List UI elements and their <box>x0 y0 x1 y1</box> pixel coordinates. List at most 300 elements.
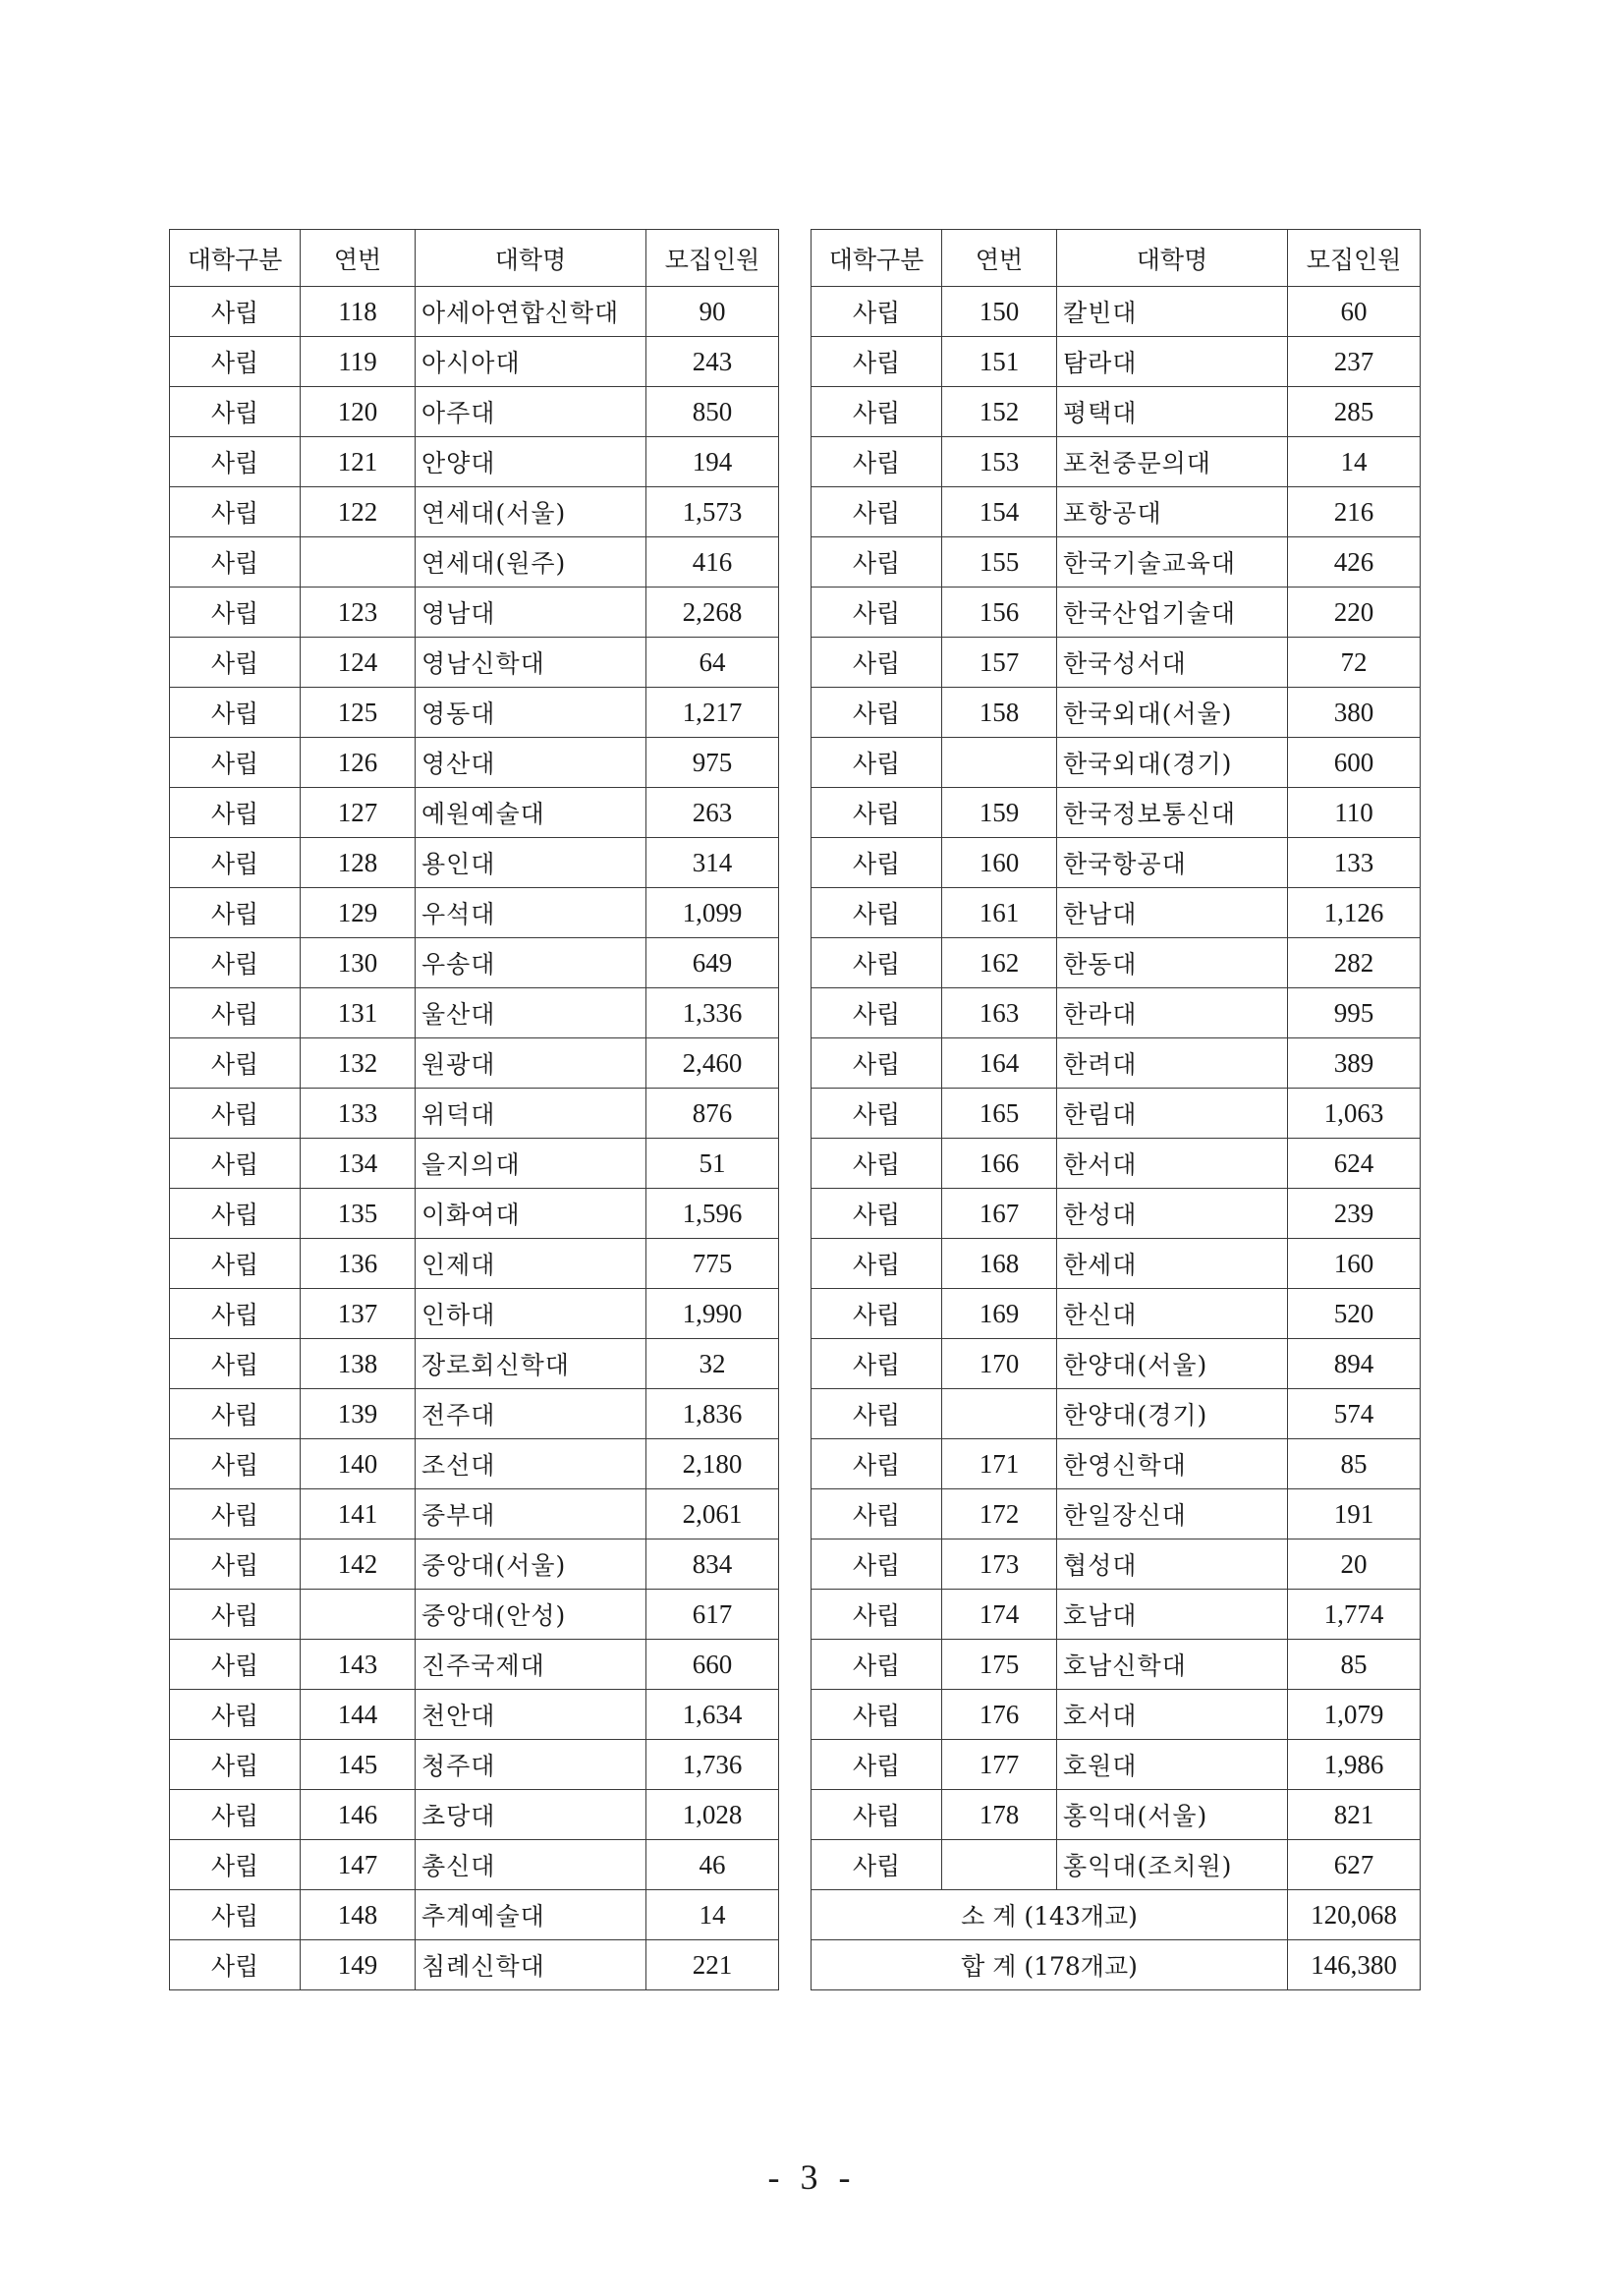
name-cell: 평택대 <box>1057 387 1288 437</box>
table-row <box>170 1590 779 1640</box>
type-cell: 사립 <box>812 487 942 537</box>
no-cell: 169 <box>942 1289 1057 1339</box>
table-row <box>170 1289 779 1339</box>
no-cell: 119 <box>301 337 416 387</box>
name-cell: 아시아대 <box>416 337 646 387</box>
type-cell: 사립 <box>170 1590 301 1640</box>
type-cell: 사립 <box>812 1840 942 1890</box>
name-cell: 한국정보통신대 <box>1057 788 1288 838</box>
table-row <box>812 1339 1421 1389</box>
table-row <box>170 838 779 888</box>
type-cell: 사립 <box>170 938 301 988</box>
no-cell: 127 <box>301 788 416 838</box>
type-cell: 사립 <box>170 1690 301 1740</box>
subtotal-label: 소 계 (143개교) <box>812 1890 1288 1940</box>
type-cell: 사립 <box>170 738 301 788</box>
no-cell: 135 <box>301 1189 416 1239</box>
type-cell: 사립 <box>812 387 942 437</box>
name-cell: 청주대 <box>416 1740 646 1790</box>
quota-cell: 20 <box>1288 1539 1421 1590</box>
table-row <box>812 838 1421 888</box>
quota-cell: 1,596 <box>646 1189 779 1239</box>
quota-cell: 834 <box>646 1539 779 1590</box>
type-cell: 사립 <box>812 1590 942 1640</box>
header-type: 대학구분 <box>170 230 301 287</box>
no-cell: 121 <box>301 437 416 487</box>
no-cell: 141 <box>301 1489 416 1539</box>
header-name: 대학명 <box>1057 230 1288 287</box>
quota-cell: 1,774 <box>1288 1590 1421 1640</box>
table-row <box>170 1890 779 1940</box>
no-cell: 144 <box>301 1690 416 1740</box>
type-cell: 사립 <box>812 1038 942 1089</box>
table-row <box>170 638 779 688</box>
no-cell: 151 <box>942 337 1057 387</box>
quota-cell: 649 <box>646 938 779 988</box>
type-cell: 사립 <box>812 888 942 938</box>
table-row <box>812 387 1421 437</box>
table-row <box>812 1239 1421 1289</box>
name-cell: 호남대 <box>1057 1590 1288 1640</box>
table-row <box>170 788 779 838</box>
no-cell <box>942 1389 1057 1439</box>
university-table-left <box>169 229 779 1990</box>
name-cell: 한동대 <box>1057 938 1288 988</box>
no-cell: 172 <box>942 1489 1057 1539</box>
name-cell: 아주대 <box>416 387 646 437</box>
no-cell: 152 <box>942 387 1057 437</box>
quota-cell: 389 <box>1288 1038 1421 1089</box>
quota-cell: 191 <box>1288 1489 1421 1539</box>
type-cell: 사립 <box>812 738 942 788</box>
quota-cell: 160 <box>1288 1239 1421 1289</box>
name-cell: 인제대 <box>416 1239 646 1289</box>
quota-cell: 426 <box>1288 537 1421 588</box>
quota-cell: 627 <box>1288 1840 1421 1890</box>
quota-cell: 285 <box>1288 387 1421 437</box>
quota-cell: 85 <box>1288 1640 1421 1690</box>
name-cell: 한국외대(서울) <box>1057 688 1288 738</box>
name-cell: 한세대 <box>1057 1239 1288 1289</box>
quota-cell: 110 <box>1288 788 1421 838</box>
subtotal-row <box>812 1890 1421 1940</box>
table-row <box>170 337 779 387</box>
table-row <box>812 688 1421 738</box>
name-cell: 울산대 <box>416 988 646 1038</box>
university-table-right <box>811 229 1421 1990</box>
quota-cell: 32 <box>646 1339 779 1389</box>
no-cell: 168 <box>942 1239 1057 1289</box>
quota-cell: 1,634 <box>646 1690 779 1740</box>
no-cell: 148 <box>301 1890 416 1940</box>
quota-cell: 876 <box>646 1089 779 1139</box>
no-cell: 162 <box>942 938 1057 988</box>
type-cell: 사립 <box>812 788 942 838</box>
header-no: 연번 <box>942 230 1057 287</box>
no-cell: 175 <box>942 1640 1057 1690</box>
quota-cell: 1,736 <box>646 1740 779 1790</box>
table-row <box>170 1139 779 1189</box>
quota-cell: 2,061 <box>646 1489 779 1539</box>
quota-cell: 90 <box>646 287 779 337</box>
table-row <box>170 988 779 1038</box>
quota-cell: 975 <box>646 738 779 788</box>
type-cell: 사립 <box>812 1239 942 1289</box>
no-cell: 130 <box>301 938 416 988</box>
type-cell: 사립 <box>170 1389 301 1439</box>
table-row <box>170 1690 779 1740</box>
name-cell: 우송대 <box>416 938 646 988</box>
type-cell: 사립 <box>812 337 942 387</box>
type-cell: 사립 <box>170 1439 301 1489</box>
quota-cell: 1,028 <box>646 1790 779 1840</box>
quota-cell: 2,180 <box>646 1439 779 1489</box>
quota-cell: 282 <box>1288 938 1421 988</box>
name-cell: 한라대 <box>1057 988 1288 1038</box>
no-cell: 161 <box>942 888 1057 938</box>
no-cell: 155 <box>942 537 1057 588</box>
table-row <box>812 638 1421 688</box>
no-cell: 154 <box>942 487 1057 537</box>
type-cell: 사립 <box>170 287 301 337</box>
quota-cell: 64 <box>646 638 779 688</box>
type-cell: 사립 <box>170 888 301 938</box>
no-cell: 123 <box>301 588 416 638</box>
name-cell: 한국산업기술대 <box>1057 588 1288 638</box>
type-cell: 사립 <box>170 337 301 387</box>
type-cell: 사립 <box>812 1189 942 1239</box>
quota-cell: 216 <box>1288 487 1421 537</box>
name-cell: 영남대 <box>416 588 646 638</box>
quota-cell: 133 <box>1288 838 1421 888</box>
type-cell: 사립 <box>170 487 301 537</box>
no-cell <box>942 738 1057 788</box>
no-cell: 176 <box>942 1690 1057 1740</box>
header-quota: 모집인원 <box>1288 230 1421 287</box>
table-row <box>812 788 1421 838</box>
quota-cell: 2,460 <box>646 1038 779 1089</box>
name-cell: 한국외대(경기) <box>1057 738 1288 788</box>
type-cell: 사립 <box>812 1690 942 1740</box>
type-cell: 사립 <box>812 437 942 487</box>
name-cell: 한성대 <box>1057 1189 1288 1239</box>
name-cell: 칼빈대 <box>1057 287 1288 337</box>
type-cell: 사립 <box>812 1139 942 1189</box>
table-row <box>812 437 1421 487</box>
quota-cell: 775 <box>646 1239 779 1289</box>
name-cell: 위덕대 <box>416 1089 646 1139</box>
table-row <box>170 1489 779 1539</box>
type-cell: 사립 <box>170 1940 301 1990</box>
no-cell: 178 <box>942 1790 1057 1840</box>
header-type: 대학구분 <box>812 230 942 287</box>
no-cell: 136 <box>301 1239 416 1289</box>
name-cell: 원광대 <box>416 1038 646 1089</box>
name-cell: 조선대 <box>416 1439 646 1489</box>
table-row <box>170 487 779 537</box>
type-cell: 사립 <box>170 1890 301 1940</box>
quota-cell: 995 <box>1288 988 1421 1038</box>
table-row <box>170 1840 779 1890</box>
table-row <box>170 537 779 588</box>
table-row <box>812 1690 1421 1740</box>
table-row <box>812 588 1421 638</box>
no-cell: 160 <box>942 838 1057 888</box>
type-cell: 사립 <box>812 1740 942 1790</box>
name-cell: 포천중문의대 <box>1057 437 1288 487</box>
no-cell: 159 <box>942 788 1057 838</box>
name-cell: 영동대 <box>416 688 646 738</box>
name-cell: 용인대 <box>416 838 646 888</box>
type-cell: 사립 <box>170 788 301 838</box>
quota-cell: 2,268 <box>646 588 779 638</box>
no-cell: 124 <box>301 638 416 688</box>
no-cell <box>301 1590 416 1640</box>
table-row <box>170 1539 779 1590</box>
quota-cell: 243 <box>646 337 779 387</box>
no-cell: 149 <box>301 1940 416 1990</box>
name-cell: 한국성서대 <box>1057 638 1288 688</box>
table-row <box>170 1089 779 1139</box>
type-cell: 사립 <box>170 1640 301 1690</box>
quota-cell: 850 <box>646 387 779 437</box>
type-cell: 사립 <box>812 1339 942 1389</box>
quota-cell: 821 <box>1288 1790 1421 1840</box>
type-cell: 사립 <box>812 688 942 738</box>
no-cell: 174 <box>942 1590 1057 1640</box>
quota-cell: 1,099 <box>646 888 779 938</box>
table-row <box>812 1439 1421 1489</box>
no-cell: 145 <box>301 1740 416 1790</box>
quota-cell: 1,986 <box>1288 1740 1421 1790</box>
name-cell: 영남신학대 <box>416 638 646 688</box>
name-cell: 한려대 <box>1057 1038 1288 1089</box>
name-cell: 한국기술교육대 <box>1057 537 1288 588</box>
name-cell: 한양대(경기) <box>1057 1389 1288 1439</box>
type-cell: 사립 <box>170 1089 301 1139</box>
table-row <box>812 1539 1421 1590</box>
table-row <box>170 1640 779 1690</box>
name-cell: 중앙대(안성) <box>416 1590 646 1640</box>
type-cell: 사립 <box>812 1289 942 1339</box>
type-cell: 사립 <box>812 588 942 638</box>
name-cell: 진주국제대 <box>416 1640 646 1690</box>
no-cell: 150 <box>942 287 1057 337</box>
no-cell: 139 <box>301 1389 416 1439</box>
name-cell: 장로회신학대 <box>416 1339 646 1389</box>
table-row <box>170 1439 779 1489</box>
table-row <box>170 1189 779 1239</box>
name-cell: 침례신학대 <box>416 1940 646 1990</box>
type-cell: 사립 <box>170 1339 301 1389</box>
type-cell: 사립 <box>170 387 301 437</box>
no-cell: 129 <box>301 888 416 938</box>
name-cell: 추계예술대 <box>416 1890 646 1940</box>
type-cell: 사립 <box>812 1489 942 1539</box>
no-cell <box>301 537 416 588</box>
table-row <box>170 1239 779 1289</box>
quota-cell: 660 <box>646 1640 779 1690</box>
table-row <box>170 738 779 788</box>
header-no: 연번 <box>301 230 416 287</box>
quota-cell: 60 <box>1288 287 1421 337</box>
no-cell: 167 <box>942 1189 1057 1239</box>
no-cell: 134 <box>301 1139 416 1189</box>
page-number: - 3 - <box>767 2157 857 2197</box>
name-cell: 인하대 <box>416 1289 646 1339</box>
quota-cell: 1,836 <box>646 1389 779 1439</box>
no-cell: 138 <box>301 1339 416 1389</box>
name-cell: 이화여대 <box>416 1189 646 1239</box>
no-cell: 137 <box>301 1289 416 1339</box>
table-row <box>812 1489 1421 1539</box>
name-cell: 한영신학대 <box>1057 1439 1288 1489</box>
table-row <box>812 1139 1421 1189</box>
type-cell: 사립 <box>812 1640 942 1690</box>
quota-cell: 72 <box>1288 638 1421 688</box>
type-cell: 사립 <box>812 287 942 337</box>
no-cell: 157 <box>942 638 1057 688</box>
name-cell: 연세대(서울) <box>416 487 646 537</box>
table-row <box>812 938 1421 988</box>
table-body-left <box>170 287 779 1990</box>
type-cell: 사립 <box>170 1489 301 1539</box>
header-quota: 모집인원 <box>646 230 779 287</box>
quota-cell: 624 <box>1288 1139 1421 1189</box>
table-row <box>170 437 779 487</box>
quota-cell: 46 <box>646 1840 779 1890</box>
header-name: 대학명 <box>416 230 646 287</box>
no-cell: 122 <box>301 487 416 537</box>
type-cell: 사립 <box>170 1239 301 1289</box>
quota-cell: 85 <box>1288 1439 1421 1489</box>
table-row <box>812 1640 1421 1690</box>
table-row <box>170 1339 779 1389</box>
no-cell <box>942 1840 1057 1890</box>
table-row <box>812 1389 1421 1439</box>
name-cell: 안양대 <box>416 437 646 487</box>
type-cell: 사립 <box>812 1389 942 1439</box>
quota-cell: 14 <box>1288 437 1421 487</box>
no-cell: 131 <box>301 988 416 1038</box>
no-cell: 140 <box>301 1439 416 1489</box>
no-cell: 163 <box>942 988 1057 1038</box>
type-cell: 사립 <box>170 588 301 638</box>
name-cell: 전주대 <box>416 1389 646 1439</box>
type-cell: 사립 <box>170 638 301 688</box>
total-value: 146,380 <box>1288 1940 1421 1990</box>
table-row <box>170 1038 779 1089</box>
name-cell: 총신대 <box>416 1840 646 1890</box>
name-cell: 한일장신대 <box>1057 1489 1288 1539</box>
table-row <box>170 387 779 437</box>
type-cell: 사립 <box>170 988 301 1038</box>
table-row <box>812 988 1421 1038</box>
type-cell: 사립 <box>812 838 942 888</box>
no-cell: 128 <box>301 838 416 888</box>
name-cell: 중부대 <box>416 1489 646 1539</box>
header-row <box>812 230 1421 287</box>
table-row <box>812 1790 1421 1840</box>
name-cell: 한서대 <box>1057 1139 1288 1189</box>
quota-cell: 263 <box>646 788 779 838</box>
quota-cell: 1,336 <box>646 988 779 1038</box>
no-cell: 158 <box>942 688 1057 738</box>
table-row <box>812 1038 1421 1089</box>
no-cell: 142 <box>301 1539 416 1590</box>
quota-cell: 220 <box>1288 588 1421 638</box>
quota-cell: 1,063 <box>1288 1089 1421 1139</box>
table-row <box>812 537 1421 588</box>
quota-cell: 380 <box>1288 688 1421 738</box>
table-row <box>170 588 779 638</box>
no-cell: 177 <box>942 1740 1057 1790</box>
type-cell: 사립 <box>170 1038 301 1089</box>
quota-cell: 237 <box>1288 337 1421 387</box>
type-cell: 사립 <box>812 1439 942 1489</box>
subtotal-value: 120,068 <box>1288 1890 1421 1940</box>
no-cell: 146 <box>301 1790 416 1840</box>
table-row <box>812 337 1421 387</box>
type-cell: 사립 <box>170 838 301 888</box>
table-row <box>170 688 779 738</box>
quota-cell: 221 <box>646 1940 779 1990</box>
quota-cell: 1,079 <box>1288 1690 1421 1740</box>
name-cell: 중앙대(서울) <box>416 1539 646 1590</box>
table-row <box>812 487 1421 537</box>
type-cell: 사립 <box>812 938 942 988</box>
header-row <box>170 230 779 287</box>
name-cell: 홍익대(조치원) <box>1057 1840 1288 1890</box>
type-cell: 사립 <box>170 1139 301 1189</box>
name-cell: 천안대 <box>416 1690 646 1740</box>
no-cell: 143 <box>301 1640 416 1690</box>
name-cell: 호원대 <box>1057 1740 1288 1790</box>
quota-cell: 194 <box>646 437 779 487</box>
name-cell: 포항공대 <box>1057 487 1288 537</box>
type-cell: 사립 <box>812 537 942 588</box>
type-cell: 사립 <box>170 1740 301 1790</box>
quota-cell: 1,573 <box>646 487 779 537</box>
table-row <box>812 1740 1421 1790</box>
table-row <box>812 888 1421 938</box>
no-cell: 126 <box>301 738 416 788</box>
no-cell: 170 <box>942 1339 1057 1389</box>
name-cell: 우석대 <box>416 888 646 938</box>
quota-cell: 416 <box>646 537 779 588</box>
no-cell: 171 <box>942 1439 1057 1489</box>
table-row <box>812 1089 1421 1139</box>
quota-cell: 1,126 <box>1288 888 1421 938</box>
table-row <box>812 1840 1421 1890</box>
name-cell: 호서대 <box>1057 1690 1288 1740</box>
name-cell: 영산대 <box>416 738 646 788</box>
type-cell: 사립 <box>170 1840 301 1890</box>
total-label: 합 계 (178개교) <box>812 1940 1288 1990</box>
no-cell: 118 <box>301 287 416 337</box>
quota-cell: 574 <box>1288 1389 1421 1439</box>
no-cell: 173 <box>942 1539 1057 1590</box>
type-cell: 사립 <box>170 688 301 738</box>
type-cell: 사립 <box>170 1539 301 1590</box>
table-row <box>812 1590 1421 1640</box>
name-cell: 을지의대 <box>416 1139 646 1189</box>
name-cell: 연세대(원주) <box>416 537 646 588</box>
name-cell: 한림대 <box>1057 1089 1288 1139</box>
name-cell: 한신대 <box>1057 1289 1288 1339</box>
table-row <box>812 1289 1421 1339</box>
name-cell: 초당대 <box>416 1790 646 1840</box>
